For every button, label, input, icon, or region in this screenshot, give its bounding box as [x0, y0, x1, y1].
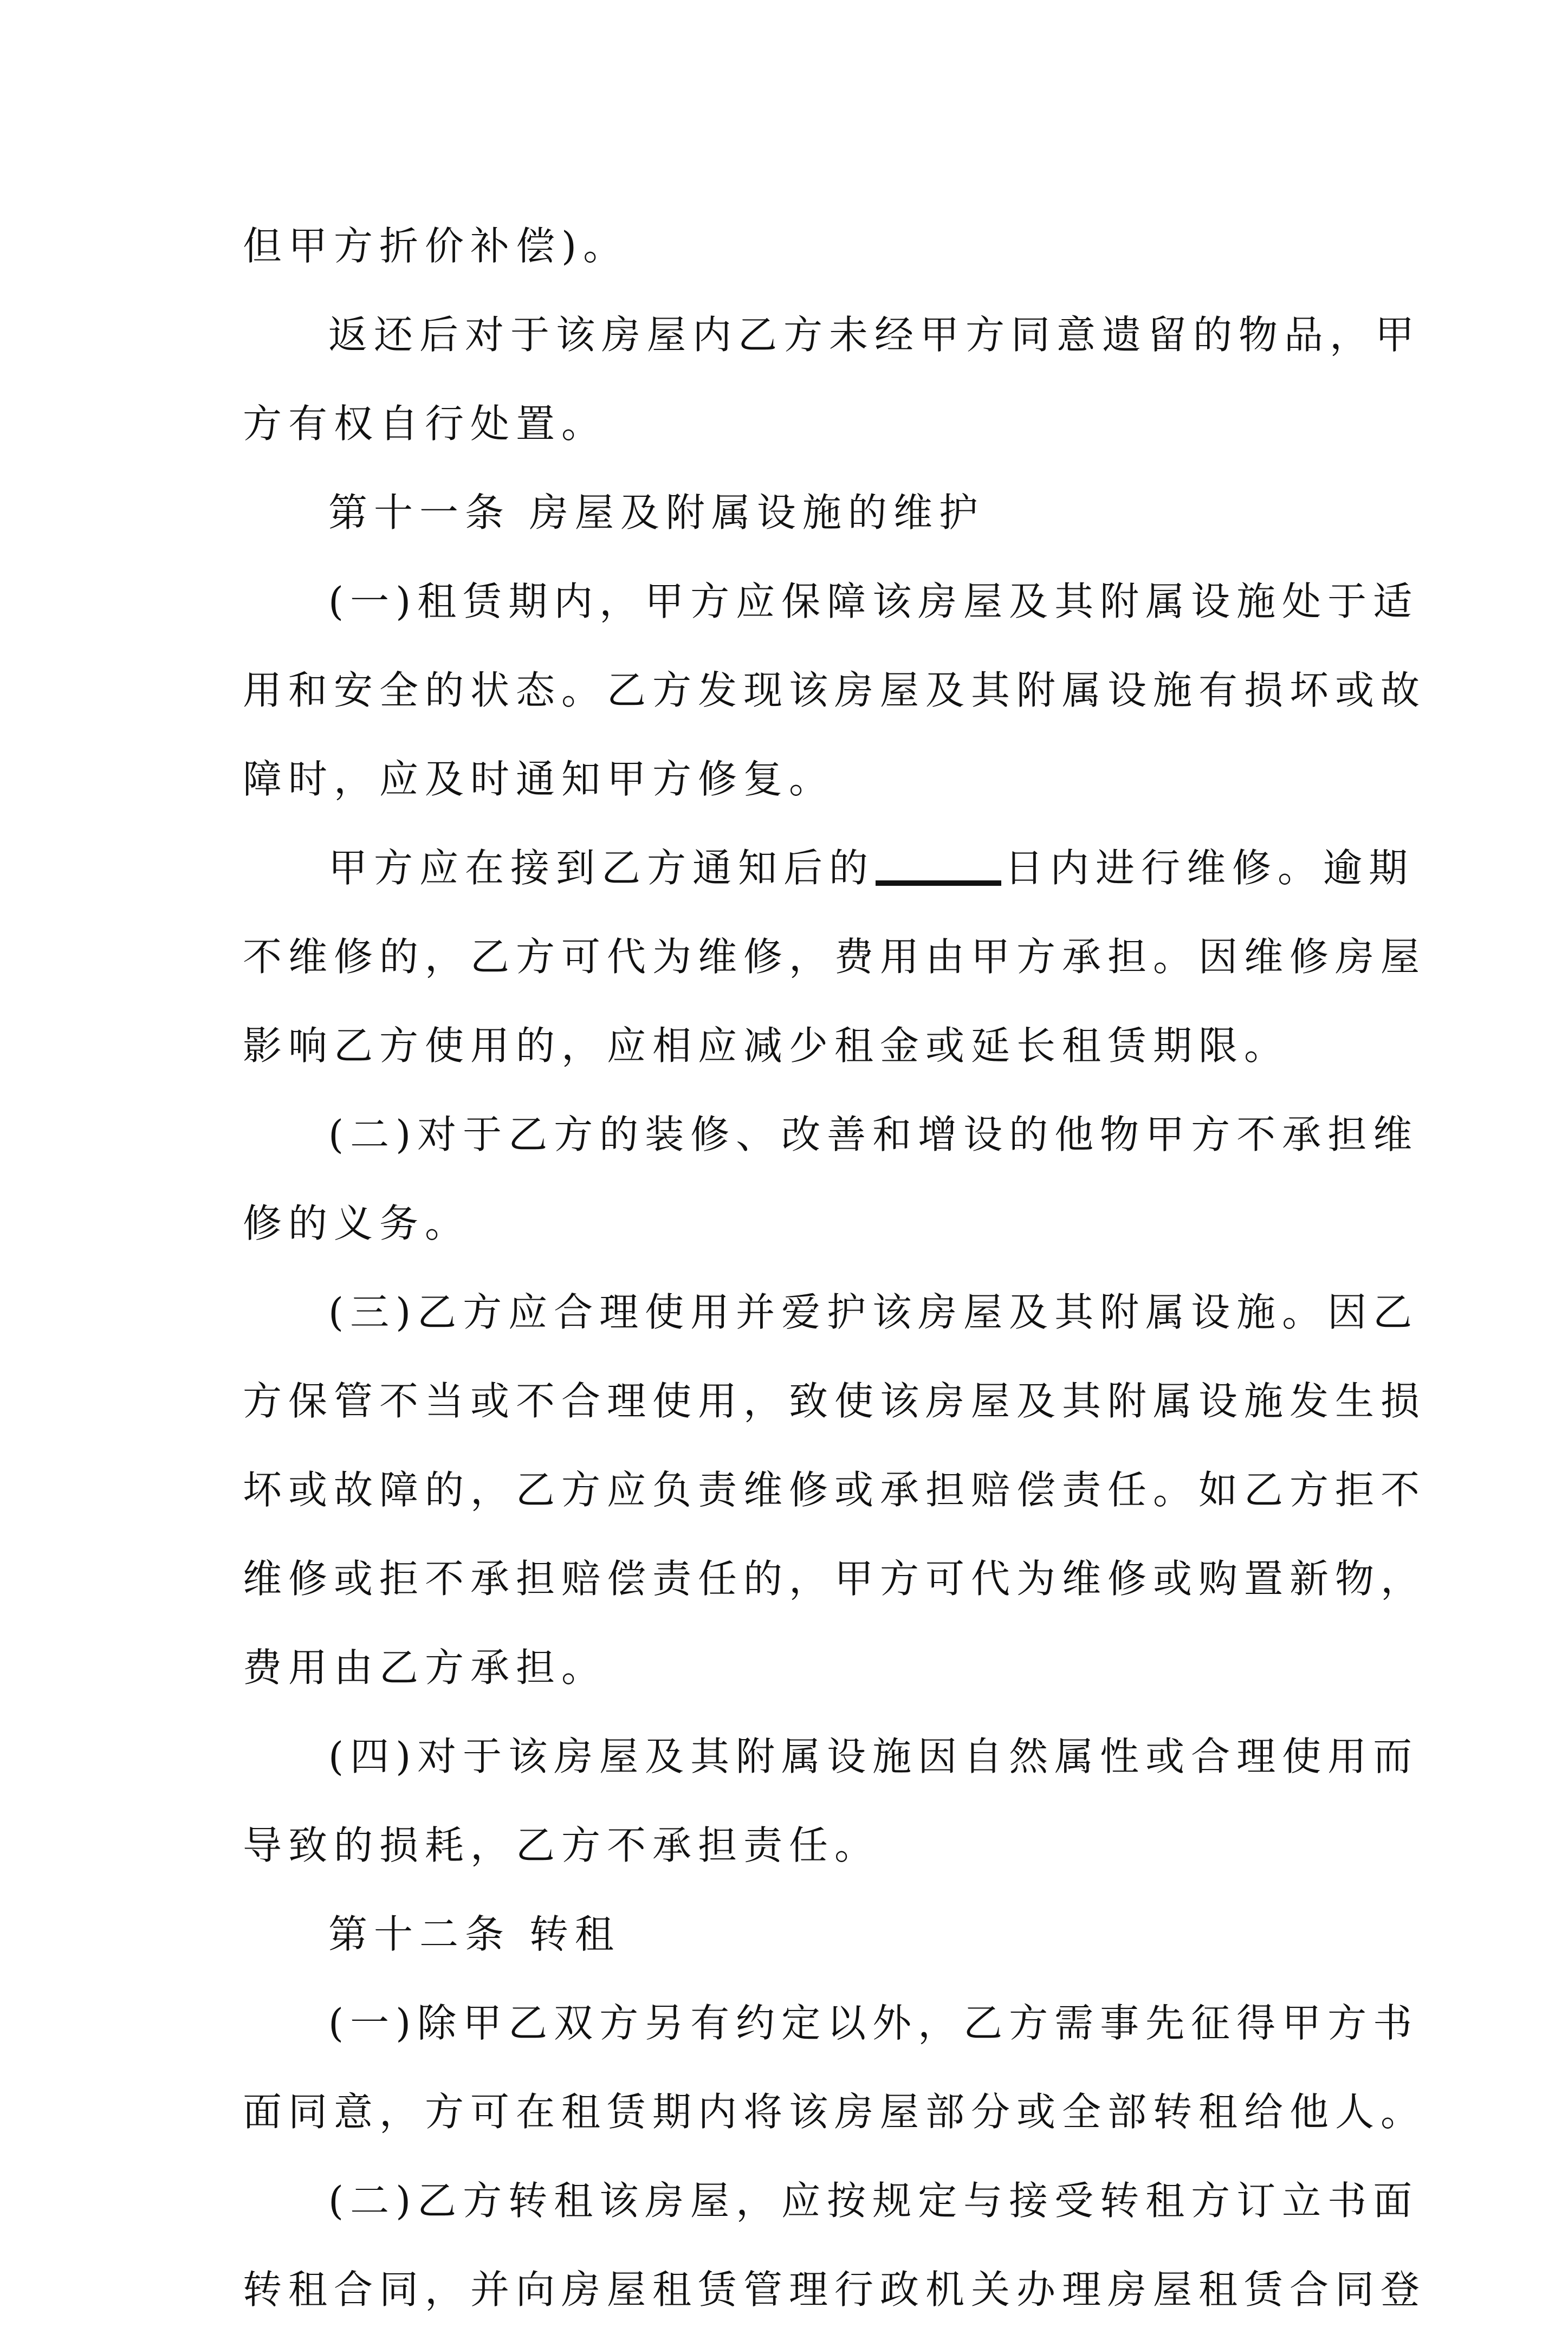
article-heading-12: 第十二条 转租 [328, 1911, 620, 1957]
text-line: (三)乙方应合理使用并爱护该房屋及其附属设施。因乙 [328, 1289, 1419, 1335]
text-line: 但甲方折价补偿)。 [243, 223, 629, 269]
text-line: 费用由乙方承担。 [243, 1645, 607, 1690]
article-heading-11: 第十一条 房屋及附属设施的维护 [328, 490, 984, 535]
text-line: 方保管不当或不合理使用，致使该房屋及其附属设施发生损 [243, 1378, 1427, 1424]
text-line: 用和安全的状态。乙方发现该房屋及其附属设施有损坏或故 [243, 667, 1427, 713]
text-line: 转租合同，并向房屋租赁管理行政机关办理房屋租赁合同登 [243, 2267, 1427, 2312]
text-line: 障时，应及时通知甲方修复。 [243, 756, 835, 802]
fill-in-blank[interactable] [876, 880, 1001, 886]
text-line: 面同意，方可在租赁期内将该房屋部分或全部转租给他人。 [243, 2089, 1427, 2135]
text-line: (二)对于乙方的装修、改善和增设的他物甲方不承担维 [328, 1112, 1419, 1157]
text-line: 导致的损耗，乙方不承担责任。 [243, 1823, 880, 1868]
text-line: (四)对于该房屋及其附属设施因自然属性或合理使用而 [328, 1734, 1419, 1779]
text-line: 维修或拒不承担赔偿责任的，甲方可代为维修或购置新物， [243, 1556, 1427, 1602]
text-line: 坏或故障的，乙方应负责维修或承担赔偿责任。如乙方拒不 [243, 1467, 1427, 1513]
text-line-with-blank [243, 824, 1415, 912]
text-line: (一)除甲乙双方另有约定以外，乙方需事先征得甲方书 [328, 2000, 1419, 2046]
text-line: (二)乙方转租该房屋，应按规定与接受转租方订立书面 [328, 2178, 1419, 2223]
text-line: (一)租赁期内，甲方应保障该房屋及其附属设施处于适 [328, 579, 1419, 624]
text-line: 返还后对于该房屋内乙方未经甲方同意遗留的物品，甲 [328, 312, 1421, 358]
text-line: 不维修的，乙方可代为维修，费用由甲方承担。因维修房屋 [243, 934, 1427, 980]
contract-text [243, 202, 1427, 2334]
text-segment: 甲方应在接到乙方通知后的 [328, 845, 875, 891]
text-line: 影响乙方使用的，应相应减少租金或延长租赁期限。 [243, 1023, 1290, 1068]
text-line: 方有权自行处置。 [243, 401, 607, 446]
text-segment: 日内进行维修。逾期 [1005, 845, 1415, 891]
text-line: 修的义务。 [243, 1201, 471, 1246]
